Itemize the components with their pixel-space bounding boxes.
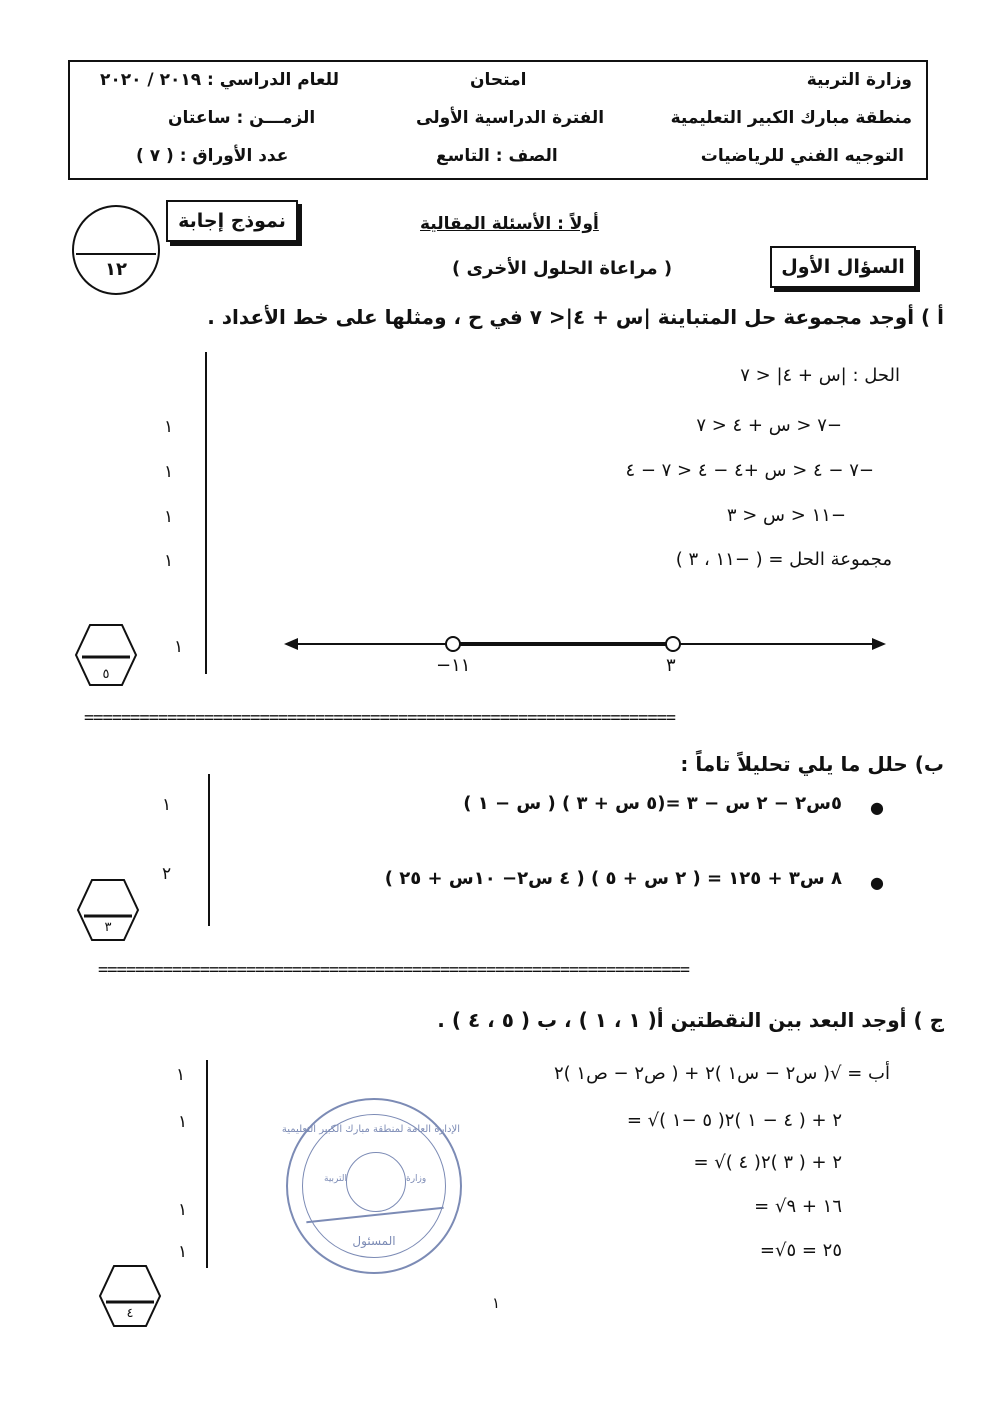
part-a-prompt: أ ) أوجد مجموعة حل المتباينة |س + ٤|< ٧ في ح ، ومثلها على خط الأعداد .	[207, 305, 944, 329]
left-arrow-icon	[284, 638, 298, 650]
part-c-mark-3: ١	[178, 1200, 188, 1220]
part-c-score: ٤	[126, 1306, 134, 1321]
supervision-label: التوجيه الفني للرياضيات	[700, 146, 904, 166]
part-a-mark-4: ١	[164, 551, 174, 571]
part-c-step-3: = √( ٤ )٢ + ( ٣ )٢	[693, 1152, 842, 1173]
ministry-label: وزارة التربية	[806, 70, 912, 90]
part-a-score: ٥	[102, 667, 110, 682]
grade-label: الصف : التاسع	[436, 146, 558, 166]
header-box	[68, 60, 928, 180]
total-score: ١٢	[105, 259, 127, 280]
part-c-mark-4: ١	[178, 1242, 188, 1262]
open-endpoint-right	[666, 637, 680, 651]
bullet-icon: ●	[870, 873, 884, 892]
part-c-mark-2: ١	[178, 1112, 188, 1132]
separator-1: ================================================================	[84, 708, 676, 728]
part-a-step-3: −٧ − ٤ < س +٤ − ٤ < ٧ − ٤	[625, 460, 874, 481]
part-c-mark-1: ١	[176, 1065, 186, 1085]
total-score-circle	[72, 205, 160, 295]
part-c-prompt: ج ) أوجد البعد بين النقطتين أ( ١ ، ١ ) ، ب ( ٥ ، ٤ ) .	[437, 1008, 944, 1032]
part-b-score: ٣	[104, 920, 112, 935]
section-title: أولاً : الأسئلة المقالية	[420, 214, 599, 234]
part-a-step-2: −٧ < س + ٤ < ٧	[696, 415, 842, 436]
part-a-step-1: الحل : |س + ٤| < ٧	[740, 365, 900, 386]
part-c-step-1: أب = √( س٢ − س١ )٢ + ( ص٢ − ص١ )٢	[553, 1063, 890, 1084]
separator-2: ================================================================	[98, 960, 690, 980]
part-b-item-1: ٥س٢ − ٢ س − ٣ =(٥ س + ٣ ) ( س − ١ )	[463, 793, 842, 814]
stamp-text: الإدارة العامة لمنطقة مبارك الكبير التعليمية	[281, 1124, 460, 1135]
number-line	[280, 622, 890, 684]
part-a-step-5: مجموعة الحل = ( −١١ ، ٣ )	[675, 549, 892, 570]
academic-year: للعام الدراسي : ٢٠١٩ / ٢٠٢٠	[100, 70, 339, 90]
region-label: منطقة مبارك الكبير التعليمية	[670, 108, 912, 128]
stamp-emblem-icon	[346, 1152, 406, 1212]
official-stamp	[281, 1098, 462, 1274]
score-divider	[76, 253, 156, 255]
marks-divider-b	[208, 774, 210, 926]
period-label: الفترة الدراسية الأولى	[416, 108, 605, 128]
part-a-mark-1: ١	[164, 417, 174, 437]
part-c-step-4: = √١٦ + ٩	[754, 1196, 842, 1217]
stamp-inner-right: وزارة	[406, 1174, 427, 1184]
part-b-mark-2: ٢	[162, 864, 172, 884]
part-a-mark-5: ١	[174, 637, 184, 657]
part-c-step-5: =√٢٥ = ٥	[759, 1240, 842, 1261]
marks-divider-a	[205, 352, 207, 674]
other-solutions-note: ( مراعاة الحلول الأخرى )	[452, 258, 673, 279]
question-label-box: السؤال الأول	[770, 246, 916, 288]
number-line-right-label: ٣	[666, 655, 676, 676]
number-line-left-label: −١١	[436, 655, 471, 676]
open-endpoint-left	[446, 637, 460, 651]
part-a-mark-2: ١	[164, 462, 174, 482]
part-b-item-2: ٨ س٣ + ١٢٥ = ( ٢ س + ٥ ) ( ٤ س٢− ١٠س + ٢٥ )	[384, 868, 842, 889]
marks-divider-c	[206, 1060, 208, 1268]
stamp-inner-left: التربية	[324, 1174, 347, 1184]
stamp-bottom: المسئول	[352, 1234, 396, 1248]
part-a-step-4: −١١ < س < ٣	[726, 505, 846, 526]
exam-label: امتحان	[470, 70, 527, 90]
model-answer-box: نموذج إجابة	[166, 200, 298, 242]
pages-count: عدد الأوراق : ( ٧ )	[136, 146, 289, 166]
bullet-icon: ●	[870, 798, 884, 817]
part-b-mark-1: ١	[162, 795, 172, 815]
part-c-step-2: = √( ٥ −١ )٢ + ( ٤ − ١ )٢	[626, 1110, 842, 1131]
right-arrow-icon	[872, 638, 886, 650]
time-label: الزمـــن : ساعتان	[168, 108, 316, 128]
page-number: ١	[492, 1294, 501, 1312]
part-a-mark-3: ١	[164, 507, 174, 527]
part-b-prompt: ب) حلل ما يلي تحليلاً تاماً :	[680, 752, 944, 776]
